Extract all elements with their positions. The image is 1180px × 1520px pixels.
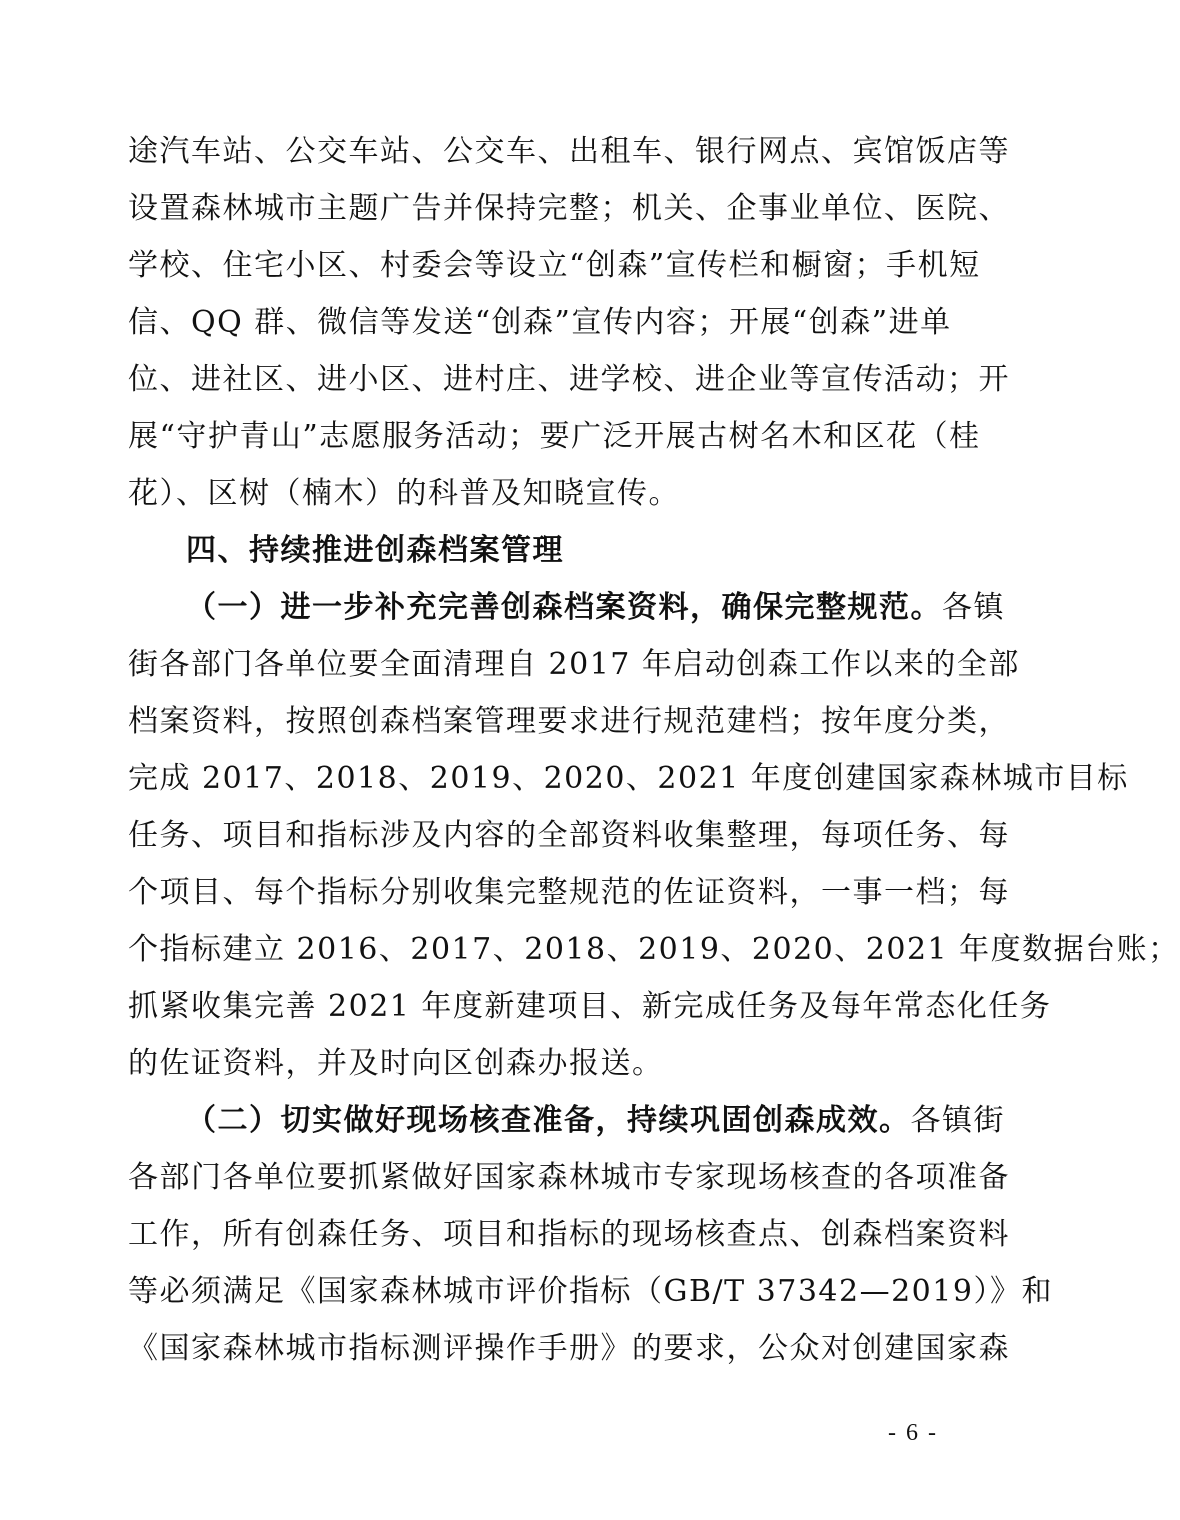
paragraph-line: 个指标建立 2016、2017、2018、2019、2020、2021 年度数据台账；: [128, 932, 1180, 967]
paragraph-line: 档案资料，按照创森档案管理要求进行规范建档；按年度分类，: [128, 704, 1010, 739]
paragraph-line: 街各部门各单位要全面清理自 2017 年启动创森工作以来的全部: [128, 647, 1020, 682]
paragraph-line: 完成 2017、2018、2019、2020、2021 年度创建国家森林城市目标: [128, 761, 1129, 796]
subsection-1-text: 各镇: [942, 590, 1005, 625]
subsection-1-first-line: [186, 588, 1005, 628]
paragraph-line: 途汽车站、公交车站、公交车、出租车、银行网点、宾馆饭店等: [128, 134, 1010, 169]
paragraph-line: 任务、项目和指标涉及内容的全部资料收集整理，每项任务、每: [128, 818, 1010, 853]
paragraph-line: 等必须满足《国家森林城市评价指标（GB/T 37342—2019）》和: [128, 1274, 1053, 1309]
paragraph-line: 工作，所有创森任务、项目和指标的现场核查点、创森档案资料: [128, 1217, 1010, 1252]
paragraph-line: 学校、住宅小区、村委会等设立“创森”宣传栏和橱窗；手机短: [128, 248, 981, 283]
paragraph-line: 位、进社区、进小区、进村庄、进学校、进企业等宣传活动；开: [128, 362, 1010, 397]
subsection-2-text: 各镇街: [910, 1103, 1005, 1138]
subsection-1-title: （一）进一步补充完善创森档案资料，确保完整规范。: [186, 590, 942, 625]
section-heading: 四、持续推进创森档案管理: [186, 533, 564, 568]
paragraph-line: 展“守护青山”志愿服务活动；要广泛开展古树名木和区花（桂: [128, 419, 981, 454]
paragraph-line: 的佐证资料，并及时向区创森办报送。: [128, 1046, 664, 1081]
subsection-2-first-line: [186, 1101, 1005, 1141]
paragraph-line: 抓紧收集完善 2021 年度新建项目、新完成任务及每年常态化任务: [128, 989, 1052, 1024]
paragraph-line: 设置森林城市主题广告并保持完整；机关、企事业单位、医院、: [128, 191, 1010, 226]
paragraph-line: 《国家森林城市指标测评操作手册》的要求，公众对创建国家森: [128, 1331, 1010, 1366]
subsection-2-title: （二）切实做好现场核查准备，持续巩固创森成效。: [186, 1103, 911, 1138]
page-number: - 6 -: [888, 1420, 938, 1446]
paragraph-line: 各部门各单位要抓紧做好国家森林城市专家现场核查的各项准备: [128, 1160, 1010, 1195]
paragraph-line: 花）、区树（楠木）的科普及知晓宣传。: [128, 476, 680, 511]
paragraph-line: 信、QQ 群、微信等发送“创森”宣传内容；开展“创森”进单: [128, 305, 952, 340]
paragraph-line: 个项目、每个指标分别收集完整规范的佐证资料，一事一档；每: [128, 875, 1010, 910]
